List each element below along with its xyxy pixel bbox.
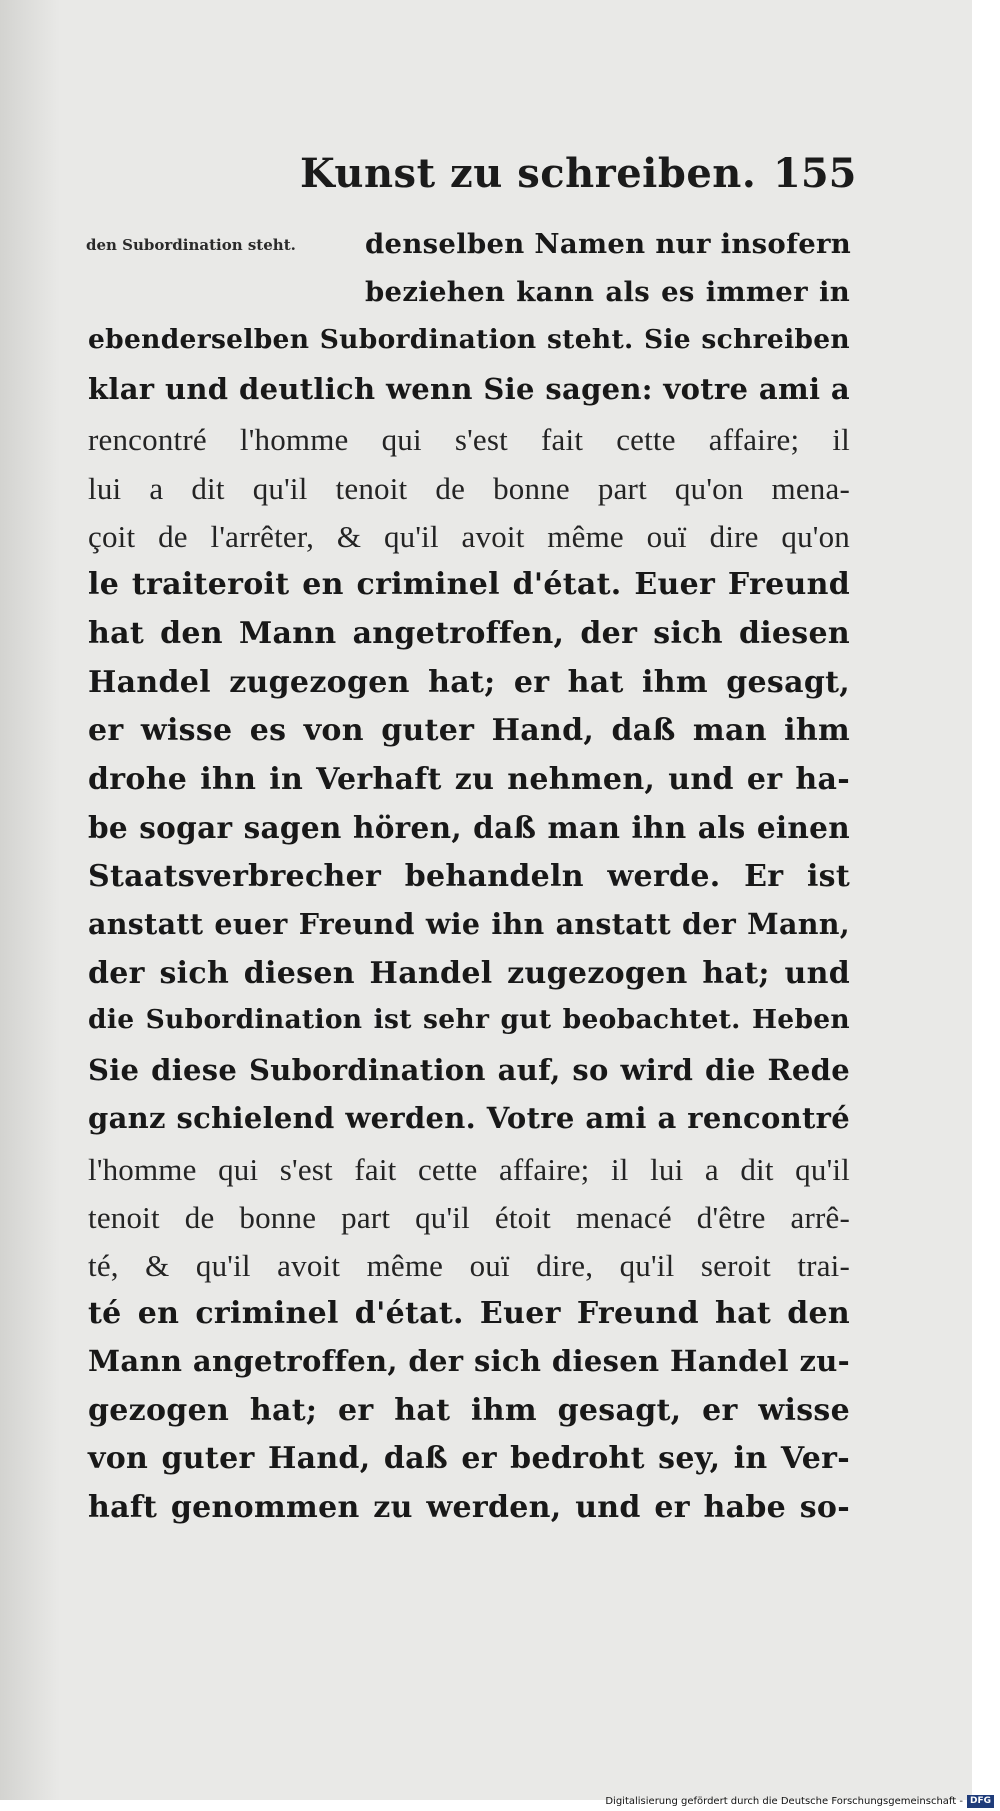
text-line: ebenderselben Subordination steht. Sie schreiben bbox=[88, 324, 850, 355]
margin-note: den Subordination steht. bbox=[86, 236, 296, 254]
text-line: klar und deutlich wenn Sie sagen: votre ami a bbox=[88, 372, 850, 406]
text-line: der sich diesen Handel zugezogen hat; und bbox=[88, 956, 850, 991]
text-line: be sogar sagen hören, daß man ihn als einen bbox=[88, 810, 850, 845]
text-line: haft genommen zu werden, und er habe so- bbox=[88, 1490, 850, 1525]
text-line: er wisse es von guter Hand, daß man ihm bbox=[88, 713, 850, 748]
text-line: von guter Hand, daß er bedroht sey, in Ver- bbox=[88, 1441, 850, 1476]
page-number: 155 bbox=[773, 150, 857, 197]
footer-text: Digitalisierung gefördert durch die Deutsche Forschungsgemeinschaft - bbox=[605, 1796, 963, 1807]
text-line: l'homme qui s'est fait cette affaire; il lui a dit qu'il bbox=[88, 1152, 850, 1187]
text-line: Handel zugezogen hat; er hat ihm gesagt, bbox=[88, 665, 850, 700]
text-line: beziehen kann als es immer in bbox=[365, 276, 850, 308]
text-line: Staatsverbrecher behandeln werde. Er ist bbox=[88, 859, 850, 894]
text-line: drohe ihn in Verhaft zu nehmen, und er ha- bbox=[88, 762, 850, 797]
text-line: çoit de l'arrêter, & qu'il avoit même ouï dire qu'on bbox=[88, 519, 850, 554]
dfg-logo-icon: DFG bbox=[967, 1795, 994, 1808]
text-line: Sie diese Subordination auf, so wird die Rede bbox=[88, 1053, 850, 1087]
text-line: gezogen hat; er hat ihm gesagt, er wisse bbox=[88, 1393, 850, 1428]
digitization-footer bbox=[605, 1795, 994, 1808]
text-line: lui a dit qu'il tenoit de bonne part qu'on mena- bbox=[88, 471, 850, 506]
running-header: Kunst zu schreiben. bbox=[300, 150, 757, 197]
text-line: té, & qu'il avoit même ouï dire, qu'il seroit trai- bbox=[88, 1248, 850, 1283]
text-line: die Subordination ist sehr gut beobachtet. Heben bbox=[88, 1004, 850, 1035]
text-line: té en criminel d'état. Euer Freund hat den bbox=[88, 1296, 850, 1331]
text-line: ganz schielend werden. Votre ami a rencontré bbox=[88, 1101, 850, 1135]
text-line: Mann angetroffen, der sich diesen Handel zu- bbox=[88, 1344, 850, 1378]
text-line: denselben Namen nur insofern bbox=[365, 228, 852, 260]
text-line: tenoit de bonne part qu'il étoit menacé d'être arrê- bbox=[88, 1200, 850, 1235]
text-line: anstatt euer Freund wie ihn anstatt der Mann, bbox=[88, 907, 850, 941]
text-line: hat den Mann angetroffen, der sich diesen bbox=[88, 616, 850, 651]
text-line: le traiteroit en criminel d'état. Euer Freund bbox=[88, 567, 850, 602]
text-line: rencontré l'homme qui s'est fait cette affaire; il bbox=[88, 422, 850, 457]
